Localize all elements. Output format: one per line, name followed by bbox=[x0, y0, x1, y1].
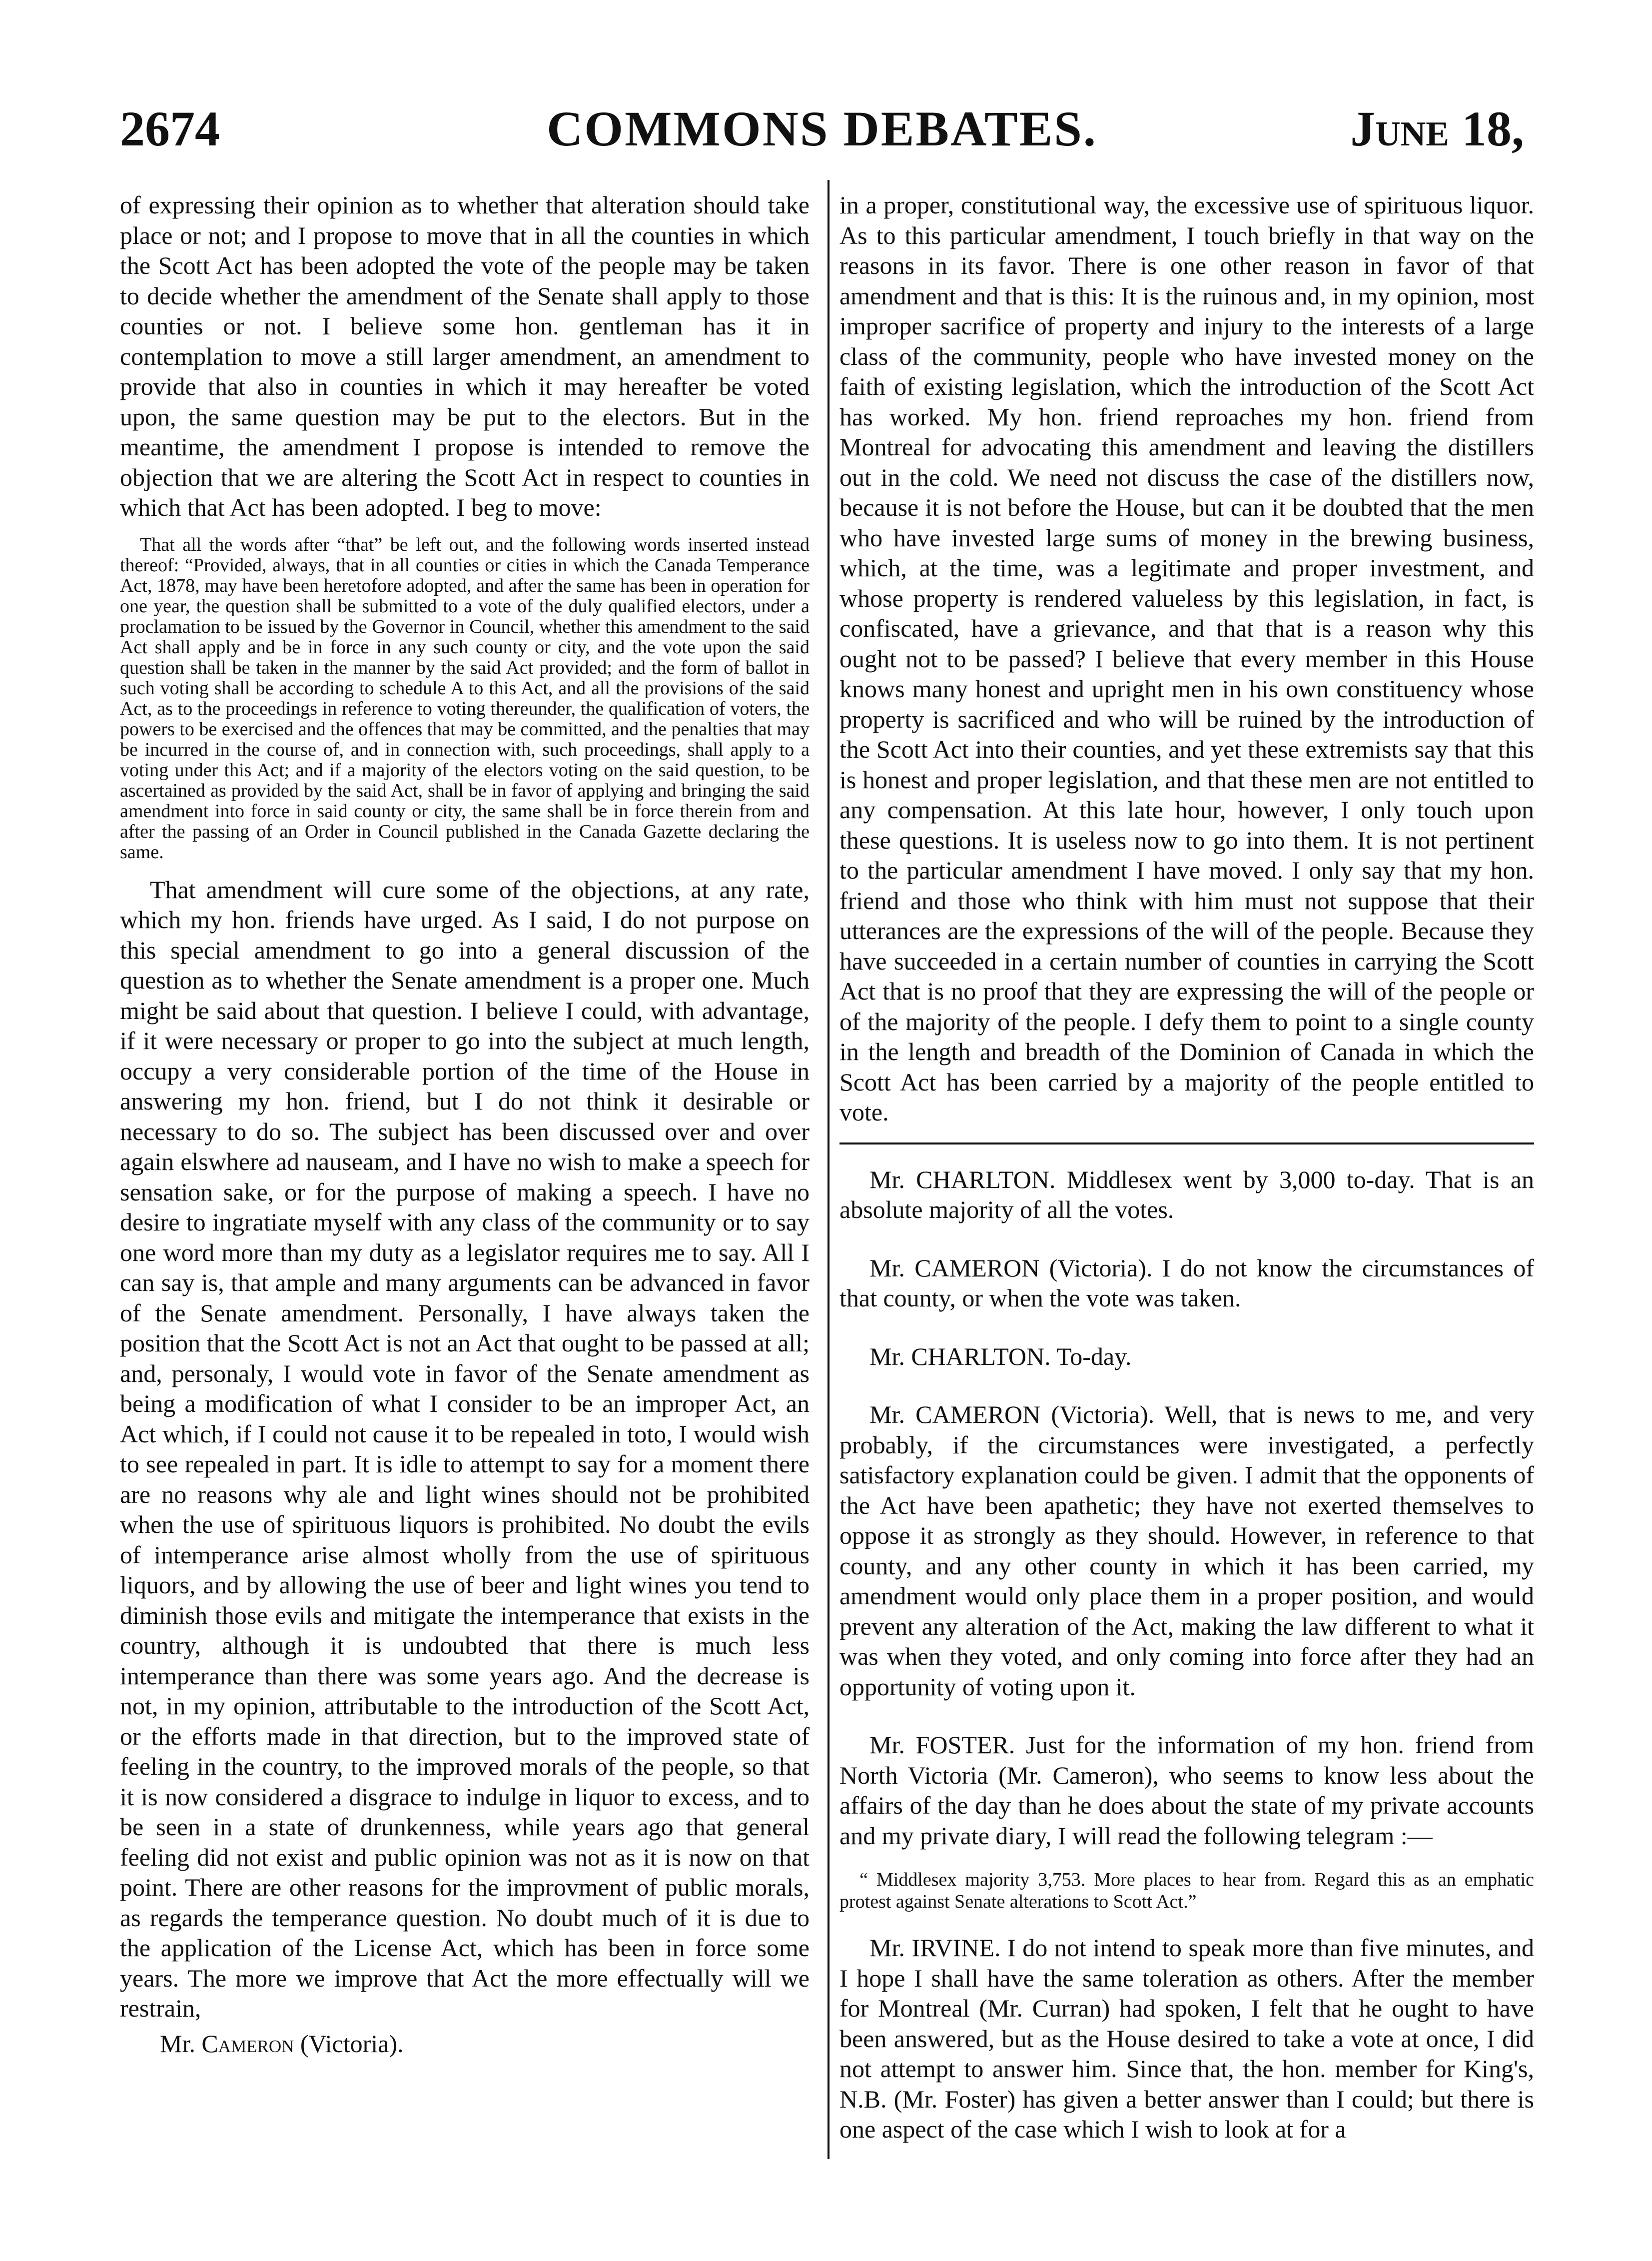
left-paragraph-1: of expressing their opinion as to whether that alteration should take place or not; and I propose to move that in all the counties in which the Scott Act has been adopted the vote of the people may be taken to decide whether the amendment of the Senate shall apply to those counties or not. I believe some hon. gentleman has it in contemplation to move a still larger amendment, an amendment to provide that also in counties in which it may hereafter be voted upon, the same question may be put to the electors. But in the meantime, the amendment I propose is intended to remove the objection that we are altering the Scott Act in respect to counties in which that Act has been adopted. I beg to move: bbox=[120, 191, 810, 521]
column-divider bbox=[827, 180, 829, 2159]
journal-title: COMMONS DEBATES. bbox=[547, 101, 1097, 156]
speech-foster: Mr. FOSTER. Just for the information of my hon. friend from North Victoria (Mr. Cameron), who seems to know less about the affairs of the day than he does about the state of my private accounts and my private diary, I will read the following telegram :— bbox=[839, 1731, 1534, 1850]
left-paragraph-2: That amendment will cure some of the objections, at any rate, which my hon. friends have urged. As I said, I do not purpose on this special amendment to go into a general discussion of the question as to whether the Senate amendment is a proper one. Much might be said about that question. I believe I could, with advantage, if it were necessary or proper to go into the subject at much length, occupy a very considerable portion of the time of the House in answering my hon. friend, but I do not think it desirable or necessary to do so. The subject has been discussed over and over again elswhere ad nauseam, and I have no wish to make a speech for sensation sake, or for the purpose of making a speech. I have no desire to ingratiate myself with any class of the community or to say one word more than my duty as a legislator requires me to say. All I can say is, that ample and many arguments can be advanced in favor of the Senate amendment. Personally, I have always taken the position that the Scott Act is not an Act that ought to be passed at all; and, personaly, I would vote in favor of the Senate amendment as being a modification of what I consider to be an improper Act, an Act which, if I could not cause it to be repealed in toto, I would wish to see repealed in part. It is idle to attempt to say for a moment there are no reasons why ale and light wines should not be prohibited when the use of spirituous liquors is prohibited. No doubt the evils of intemperance arise almost wholly from the use of spirituous liquors, and by allowing the use of beer and light wines you tend to diminish those evils and mitigate the intemperance that exists in the country, although it is undoubted that there is much less intemperance than there was some years ago. And the decrease is not, in my opinion, attributable to the introduction of the Scott Act, or the efforts made in that direction, but to the improved state of feeling in the country, to the improved morals of the people, so that it is now considered a disgrace to indulge in liquor to excess, and to be seen in a state of drunkenness, while years ago that general feeling did not exist and public opinion was not as it is now on that point. There are other reasons for the improvment of public morals, as regards the temperance question. No doubt much of it is due to the application of the License Act, which has been in force some years. The more we improve that Act the more effectually will we restrain, bbox=[120, 875, 810, 2022]
header-date-text: June 18, bbox=[1350, 101, 1524, 156]
footer-speaker-name: Cameron bbox=[201, 2029, 294, 2058]
running-footer-speaker bbox=[120, 2029, 810, 2059]
left-column bbox=[120, 190, 810, 2059]
header-date bbox=[1350, 100, 1524, 157]
speech-cameron-2: Mr. CAMERON (Victoria). Well, that is news to me, and very probably, if the circumstances were investigated, a perfectly satisfactory explanation could be given. I admit that the opponents of the Act have been apathetic; they have not exerted themselves to oppose it as strongly as they should. However, in reference to that county, and any other county in which it has been carried, my amendment would only place them in a proper position, and would prevent any alteration of the Act, making the law different to what it was when they voted, and only coming into force after they had an opportunity of voting upon it. bbox=[839, 1400, 1534, 1701]
footer-speaker-riding: (Victoria). bbox=[300, 2029, 404, 2058]
right-column bbox=[839, 190, 1534, 2145]
motion-text: That all the words after “that” be left out, and the following words inserted instead thereof: “Provided, always, that in all counties or cities in which the Canada Temperance Act, 1878, may have been heretofore adopted, and after the same has been in operation for one year, the question shall be submitted to a vote of the duly qualified electors, under a proclamation to be issued by the Governor in Council, whether this amendment to the said Act shall apply and be in force in any such county or city, and the vote upon the said question shall be taken in the manner by the said Act provided; and the form of ballot in such voting shall be according to schedule A to this Act, and all the provisions of the said Act, as to the proceedings in reference to voting thereunder, the qualification of voters, the powers to be exercised and the offences that may be committed, and the penalties that may be incurred in the course of, and in connection with, such proceedings, shall apply to a voting under this Act; and if a majority of the electors voting on the said question, to be ascertained as provided by the said Act, shall be in favor of applying and bringing the said amendment into force in said county or city, the same shall be in force therein from and after the passing of an Order in Council published in the Canada Gazette declaring the same. bbox=[120, 534, 810, 863]
telegram-quote: “ Middlesex majority 3,753. More places to hear from. Regard this as an emphatic protest against Senate alterations to Scott Act.” bbox=[839, 1869, 1534, 1912]
page-header bbox=[120, 100, 1524, 160]
speech-cameron-1: Mr. CAMERON (Victoria). I do not know the circumstances of that county, or when the vote was taken. bbox=[839, 1253, 1534, 1312]
speech-irvine: Mr. IRVINE. I do not intend to speak more than five minutes, and I hope I shall have the same toleration as others. After the member for Montreal (Mr. Curran) had spoken, I felt that he ought to have been answered, but as the House desired to take a vote at once, I did not attempt to answer him. Since that, the hon. member for King's, N.B. (Mr. Foster) has given a better answer than I could; but there is one aspect of the case which I wish to look at for a bbox=[839, 1934, 1534, 2143]
page-number: 2674 bbox=[120, 101, 220, 156]
speech-charlton-2: Mr. CHARLTON. To-day. bbox=[869, 1342, 1132, 1370]
right-paragraph-1: in a proper, constitutional way, the excessive use of spirituous liquor. As to this particular amendment, I touch briefly in that way on the reasons in its favor. There is one other reason in favor of that amendment and that is this: It is the ruinous and, in my opinion, most improper sacrifice of property and injury to the interests of a large class of the community, people who have invested money on the faith of existing legislation, which the introduction of the Scott Act has worked. My hon. friend reproaches my hon. friend from Montreal for advocating this amendment and leaving the distillers out in the cold. We need not discuss the case of the distillers now, because it is not before the House, but can it be doubted that the men who have invested large sums of money in the brewing business, which, at the time, was a legitimate and proper investment, and whose property is rendered valueless by this legislation, in fact, is confiscated, have a grievance, and that that is a reason why this ought not to be passed? I believe that every member in this House knows many honest and upright men in his own constituency whose property is sacrificed and who will be ruined by the introduction of the Scott Act into their counties, and yet these extremists say that this is honest and proper legislation, and that these men are not entitled to any compensation. At this late hour, however, I only touch upon these questions. It is useless now to go into them. It is not pertinent to the particular amendment I have moved. I only say that my hon. friend and those who think with him must not suppose that their utterances are the expressions of the will of the people. Because they have succeeded in a certain number of counties in carrying the Scott Act that is no proof that they are expressing the will of the people or of the majority of the people. I defy them to point to a single county in the length and breadth of the Dominion of Canada in which the Scott Act has been carried by a majority of the people entitled to vote. bbox=[839, 191, 1534, 1126]
speech-charlton-1: Mr. CHARLTON. Middlesex went by 3,000 to-day. That is an absolute majority of all the votes. bbox=[839, 1165, 1534, 1223]
footer-speaker-prefix: Mr. bbox=[160, 2029, 195, 2058]
section-rule bbox=[839, 1142, 1534, 1144]
